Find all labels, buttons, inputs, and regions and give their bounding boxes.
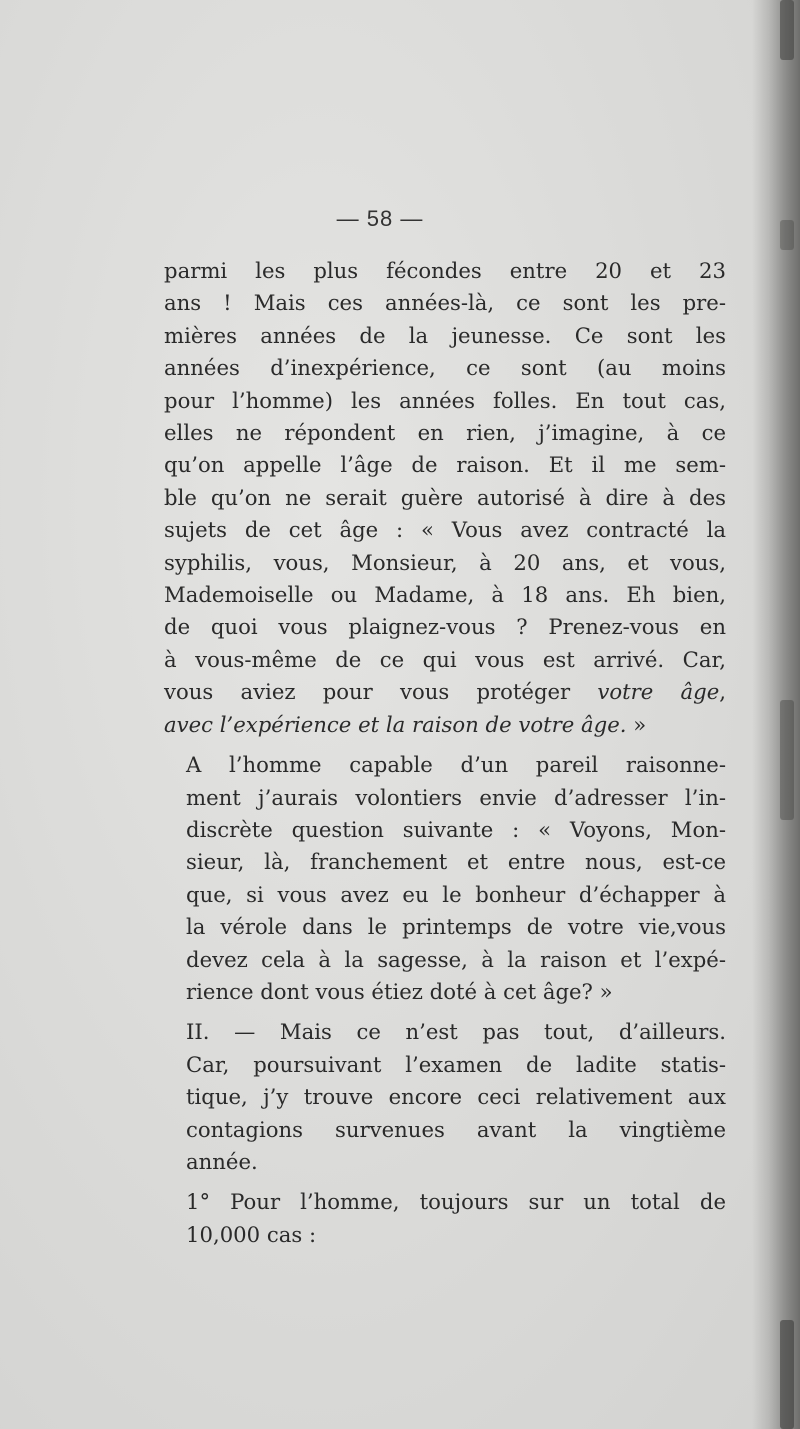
paragraph-4 [164, 1186, 726, 1251]
text-line: contagions survenues avant la vingtième [186, 1116, 726, 1142]
text-line: pour l’homme) les années folles. En tout cas, [164, 387, 726, 413]
text-line: A l’homme capable d’un pareil raisonne- [186, 752, 726, 778]
text-line: II. — Mais ce n’est pas tout, d’ailleurs. [186, 1019, 726, 1045]
italic-emphasis: votre âge [597, 679, 720, 705]
text-line: de quoi vous plaignez-vous ? Prenez-vous en [164, 614, 726, 640]
paragraph-1 [164, 255, 726, 741]
text-line: la vérole dans le printemps de votre vie,vous [186, 914, 726, 940]
page-number: — 58 — [336, 206, 424, 231]
text-line: ble qu’on ne serait guère autorisé à dire à des [164, 484, 726, 510]
page-edge-mark [780, 1320, 794, 1429]
body-text [164, 255, 726, 1259]
text-line: Mademoiselle ou Madame, à 18 ans. Eh bien, [164, 582, 726, 608]
text-line: mières années de la jeunesse. Ce sont les [164, 322, 726, 348]
text-line: années d’inexpérience, ce sont (au moins [164, 355, 726, 381]
text-line: elles ne répondent en rien, j’imagine, à ce [164, 420, 726, 446]
text-line: sieur, là, franchement et entre nous, est-ce [186, 849, 726, 875]
text-line: année. [186, 1148, 258, 1174]
text-line: 1° Pour l’homme, toujours sur un total de [186, 1189, 726, 1215]
page-edge-mark [780, 220, 794, 250]
text-line: qu’on appelle l’âge de raison. Et il me sem- [164, 452, 726, 478]
text-line: Car, poursuivant l’examen de ladite statis- [186, 1051, 726, 1077]
text-line-with-italic: avec l’expérience et la raison de votre âge. » [164, 711, 647, 737]
text-line: ment j’aurais volontiers envie d’adresser l’in- [186, 784, 726, 810]
text-line: syphilis, vous, Monsieur, à 20 ans, et vous, [164, 549, 726, 575]
text-line: tique, j’y trouve encore ceci relativement aux [186, 1084, 726, 1110]
text-line: rience dont vous étiez doté à cet âge? » [186, 978, 613, 1004]
text-line: ans ! Mais ces années-là, ce sont les pre- [164, 290, 726, 316]
text-line: à vous-même de ce qui vous est arrivé. Car, [164, 646, 726, 672]
text-line: sujets de cet âge : « Vous avez contracté la [164, 517, 726, 543]
text-line: que, si vous avez eu le bonheur d’échapper à [186, 881, 726, 907]
paragraph-3 [164, 1016, 726, 1178]
page-edge-mark [780, 0, 794, 60]
text-line: discrète question suivante : « Voyons, Mon- [186, 816, 726, 842]
paragraph-2 [164, 749, 726, 1008]
text-line: parmi les plus fécondes entre 20 et 23 [164, 258, 726, 283]
page-edge-mark [780, 700, 794, 820]
italic-emphasis: avec l’expérience et la raison de votre âge. [164, 711, 627, 737]
text-line: 10,000 cas : [186, 1221, 317, 1247]
text-line-with-italic: vous aviez pour vous protéger votre âge, [164, 679, 726, 705]
text-line: devez cela à la sagesse, à la raison et l’expé- [186, 946, 726, 972]
